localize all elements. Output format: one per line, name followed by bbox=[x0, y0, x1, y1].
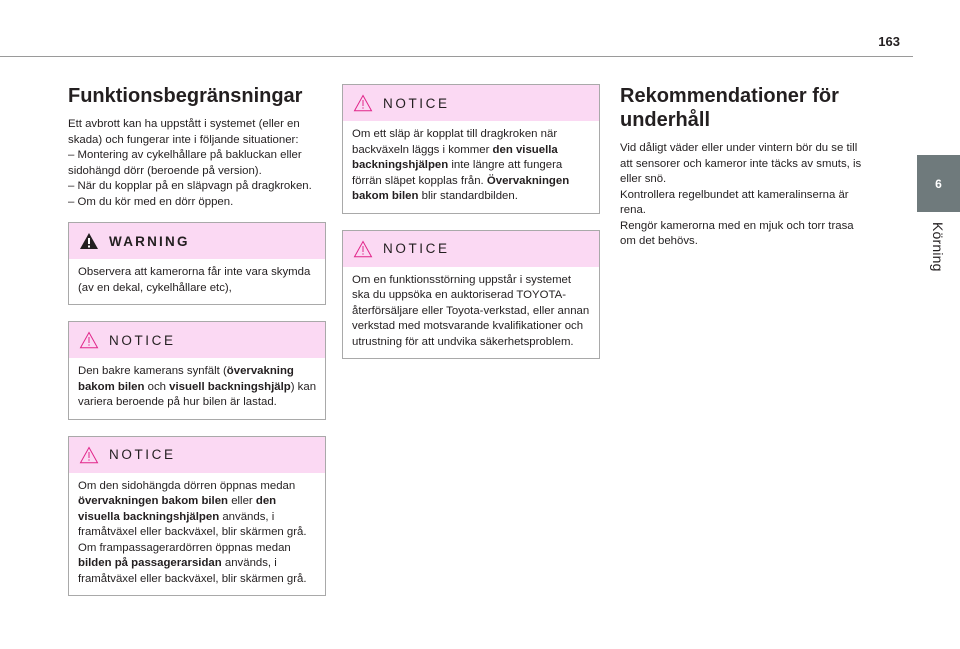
warning-title: WARNING bbox=[109, 233, 190, 249]
limitations-intro: Ett avbrott kan ha uppstått i systemet (eller en skada) och fungerar inte i följande situationer: bbox=[68, 118, 300, 146]
notice-title: NOTICE bbox=[383, 95, 450, 111]
warning-box bbox=[68, 222, 326, 305]
notice-title: NOTICE bbox=[109, 332, 176, 348]
maintenance-paragraph: Vid dåligt väder eller under vintern bör du se till att sensorer och kameror inte täcks av smuts, is eller snö. bbox=[620, 142, 862, 185]
maintenance-paragraph: Rengör kamerorna med en mjuk och torr trasa om det behövs. bbox=[620, 219, 854, 247]
notice-text: Om ett släp är kopplat till dragkroken när backväxeln läggs i kommer den visuella backningshjälpen inte längre att fungera förrän släpet kopplas från. Övervakningen bakom bilen blir standardbilden. bbox=[352, 128, 570, 202]
chapter-tab[interactable] bbox=[917, 155, 960, 212]
notice-title: NOTICE bbox=[109, 447, 176, 462]
warning-icon bbox=[79, 232, 99, 250]
maintenance-paragraph: Kontrollera regelbundet att kameralinserna är rena. bbox=[620, 188, 849, 216]
notice-icon bbox=[79, 446, 99, 464]
column-middle bbox=[342, 84, 600, 375]
warning-header bbox=[69, 223, 325, 259]
notice-header bbox=[69, 437, 325, 473]
notice-box bbox=[342, 84, 600, 214]
notice-box bbox=[68, 436, 326, 597]
warning-text: Observera att kamerorna får inte vara skymda (av en dekal, cykelhållare etc), bbox=[78, 266, 311, 294]
chapter-label: Körning bbox=[930, 222, 946, 272]
notice-box bbox=[68, 321, 326, 420]
section-heading-maintenance: Rekommendationer för underhåll bbox=[620, 85, 839, 131]
notice-title: NOTICE bbox=[383, 241, 450, 256]
notice-text: Om den sidohängda dörren öppnas medan övervakningen bakom bilen eller den visuella backningshjälpen används, i framåtväxel eller backväxel, blir skärmen grå. Om frampassagerardörren öppnas medan bilden på passagerarsidan används, i framåtväxel eller backväxel, blir skärmen grå. bbox=[78, 479, 307, 585]
list-item: – När du kopplar på en släpvagn på dragkroken. bbox=[68, 180, 312, 192]
list-item: – Om du kör med en dörr öppen. bbox=[68, 195, 234, 208]
section-heading-limitations: Funktionsbegränsningar bbox=[68, 85, 303, 107]
notice-text: Den bakre kamerans synfält (övervakning bakom bilen och visuell backningshjälp) kan variera beroende på hur bilen är lastad. bbox=[78, 365, 317, 408]
column-left bbox=[68, 84, 326, 612]
header-divider bbox=[0, 56, 913, 57]
notice-text: Om en funktionsstörning uppstår i systemet ska du uppsöka en auktoriserad TOYOTA-återförsäljare eller Toyota-verkstad, eller annan verkstad med motsvarande kvalifikationer och utrustning för att undvika säkerhetsproblem. bbox=[352, 273, 590, 348]
chapter-number: 6 bbox=[935, 176, 942, 191]
list-item: – Montering av cykelhållare på bakluckan eller sidohängd dörr (beroende på version). bbox=[68, 149, 302, 177]
notice-box bbox=[342, 230, 600, 360]
notice-icon bbox=[353, 94, 373, 112]
notice-header bbox=[69, 322, 325, 358]
notice-icon bbox=[353, 240, 373, 258]
notice-icon bbox=[79, 331, 99, 349]
notice-header bbox=[343, 85, 599, 121]
notice-header bbox=[343, 231, 599, 267]
page-number: 163 bbox=[878, 34, 900, 49]
column-right bbox=[620, 84, 870, 250]
